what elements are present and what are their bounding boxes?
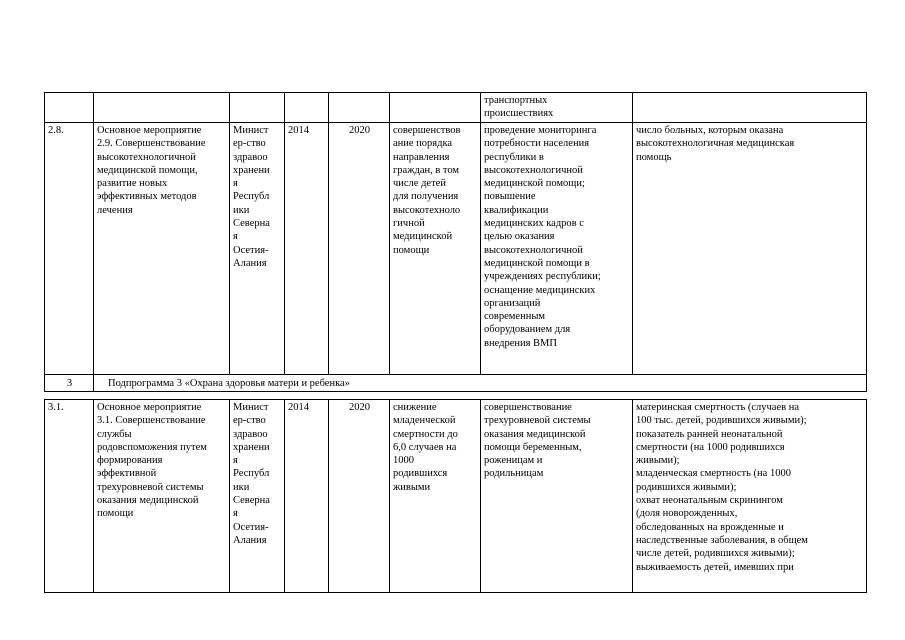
cell-consequence: проведение мониторинга потребности населения республики в высокотехнологичной медицинской помощи; повышение квалификации медицинских кадров с целью оказания высокотехнологичной медицинской помощи в учреждениях республики; оснащение медицинских организаций современным оборудованием для внедрения ВМП xyxy=(484,125,601,349)
cell-start-year: 2014 xyxy=(288,402,309,413)
cell-executor: Минист ер-ство здравоо хранени я Республ ики Северна я Осетия- Алания xyxy=(233,402,270,546)
cell-indicators: число больных, которым оказана высокотехнологичная медицинская помощь xyxy=(636,125,795,163)
cell-consequence: совершенствование трехуровневой системы оказания медицинской помощи беременным, роженицам и родильницам xyxy=(484,402,591,480)
cell-executor: Минист ер-ство здравоо хранени я Республ ики Северна я Осетия- Алания xyxy=(233,125,270,269)
cell-end-year: 2020 xyxy=(349,125,370,136)
program-table-lower xyxy=(44,399,867,593)
table-row xyxy=(45,123,867,375)
cell-indicators: материнская смертность (случаев на 100 тыс. детей, родившихся живыми); показатель ранней неонатальной смертности (на 1000 родившихся живыми); младенческая смертность (на 1000 родившихся живыми); охват неонатальным скринингом (доля новорожденных, обследованных на врожденные и наследственные заболевания, в общем числе детей, родившихся живыми); выживаемость детей, имевших при xyxy=(636,402,808,573)
cell-activity-name: Основное мероприятие 3.1. Совершенствование службы родовспоможения путем формирования эффективной трехуровневой системы оказания медицинской помощи xyxy=(97,402,207,520)
table-row-section xyxy=(45,375,867,392)
cell-start-year: 2014 xyxy=(288,125,309,136)
cell-expected-result: совершенствов ание порядка направления граждан, в том числе детей для получения высокотехноло гичной медицинской помощи xyxy=(393,125,461,256)
subprogram-title: Подпрограмма 3 «Охрана здоровья матери и ребенка» xyxy=(108,377,350,389)
cell-consequence: транспортных происшествиях xyxy=(484,95,554,120)
cell-row-number: 3.1. xyxy=(48,402,64,413)
cell-row-number: 3 xyxy=(66,377,73,389)
table-row xyxy=(45,400,867,593)
cell-row-number: 2.8. xyxy=(48,125,64,136)
cell-end-year: 2020 xyxy=(349,402,370,413)
program-table-upper xyxy=(44,92,867,392)
table-row xyxy=(45,93,867,123)
cell-expected-result: снижение младенческой смертности до 6,0 случаев на 1000 родившихся живыми xyxy=(393,402,458,493)
cell-activity-name: Основное мероприятие 2.9. Совершенствование высокотехнологичной медицинской помощи, развитие новых эффективных методов лечения xyxy=(97,125,206,216)
